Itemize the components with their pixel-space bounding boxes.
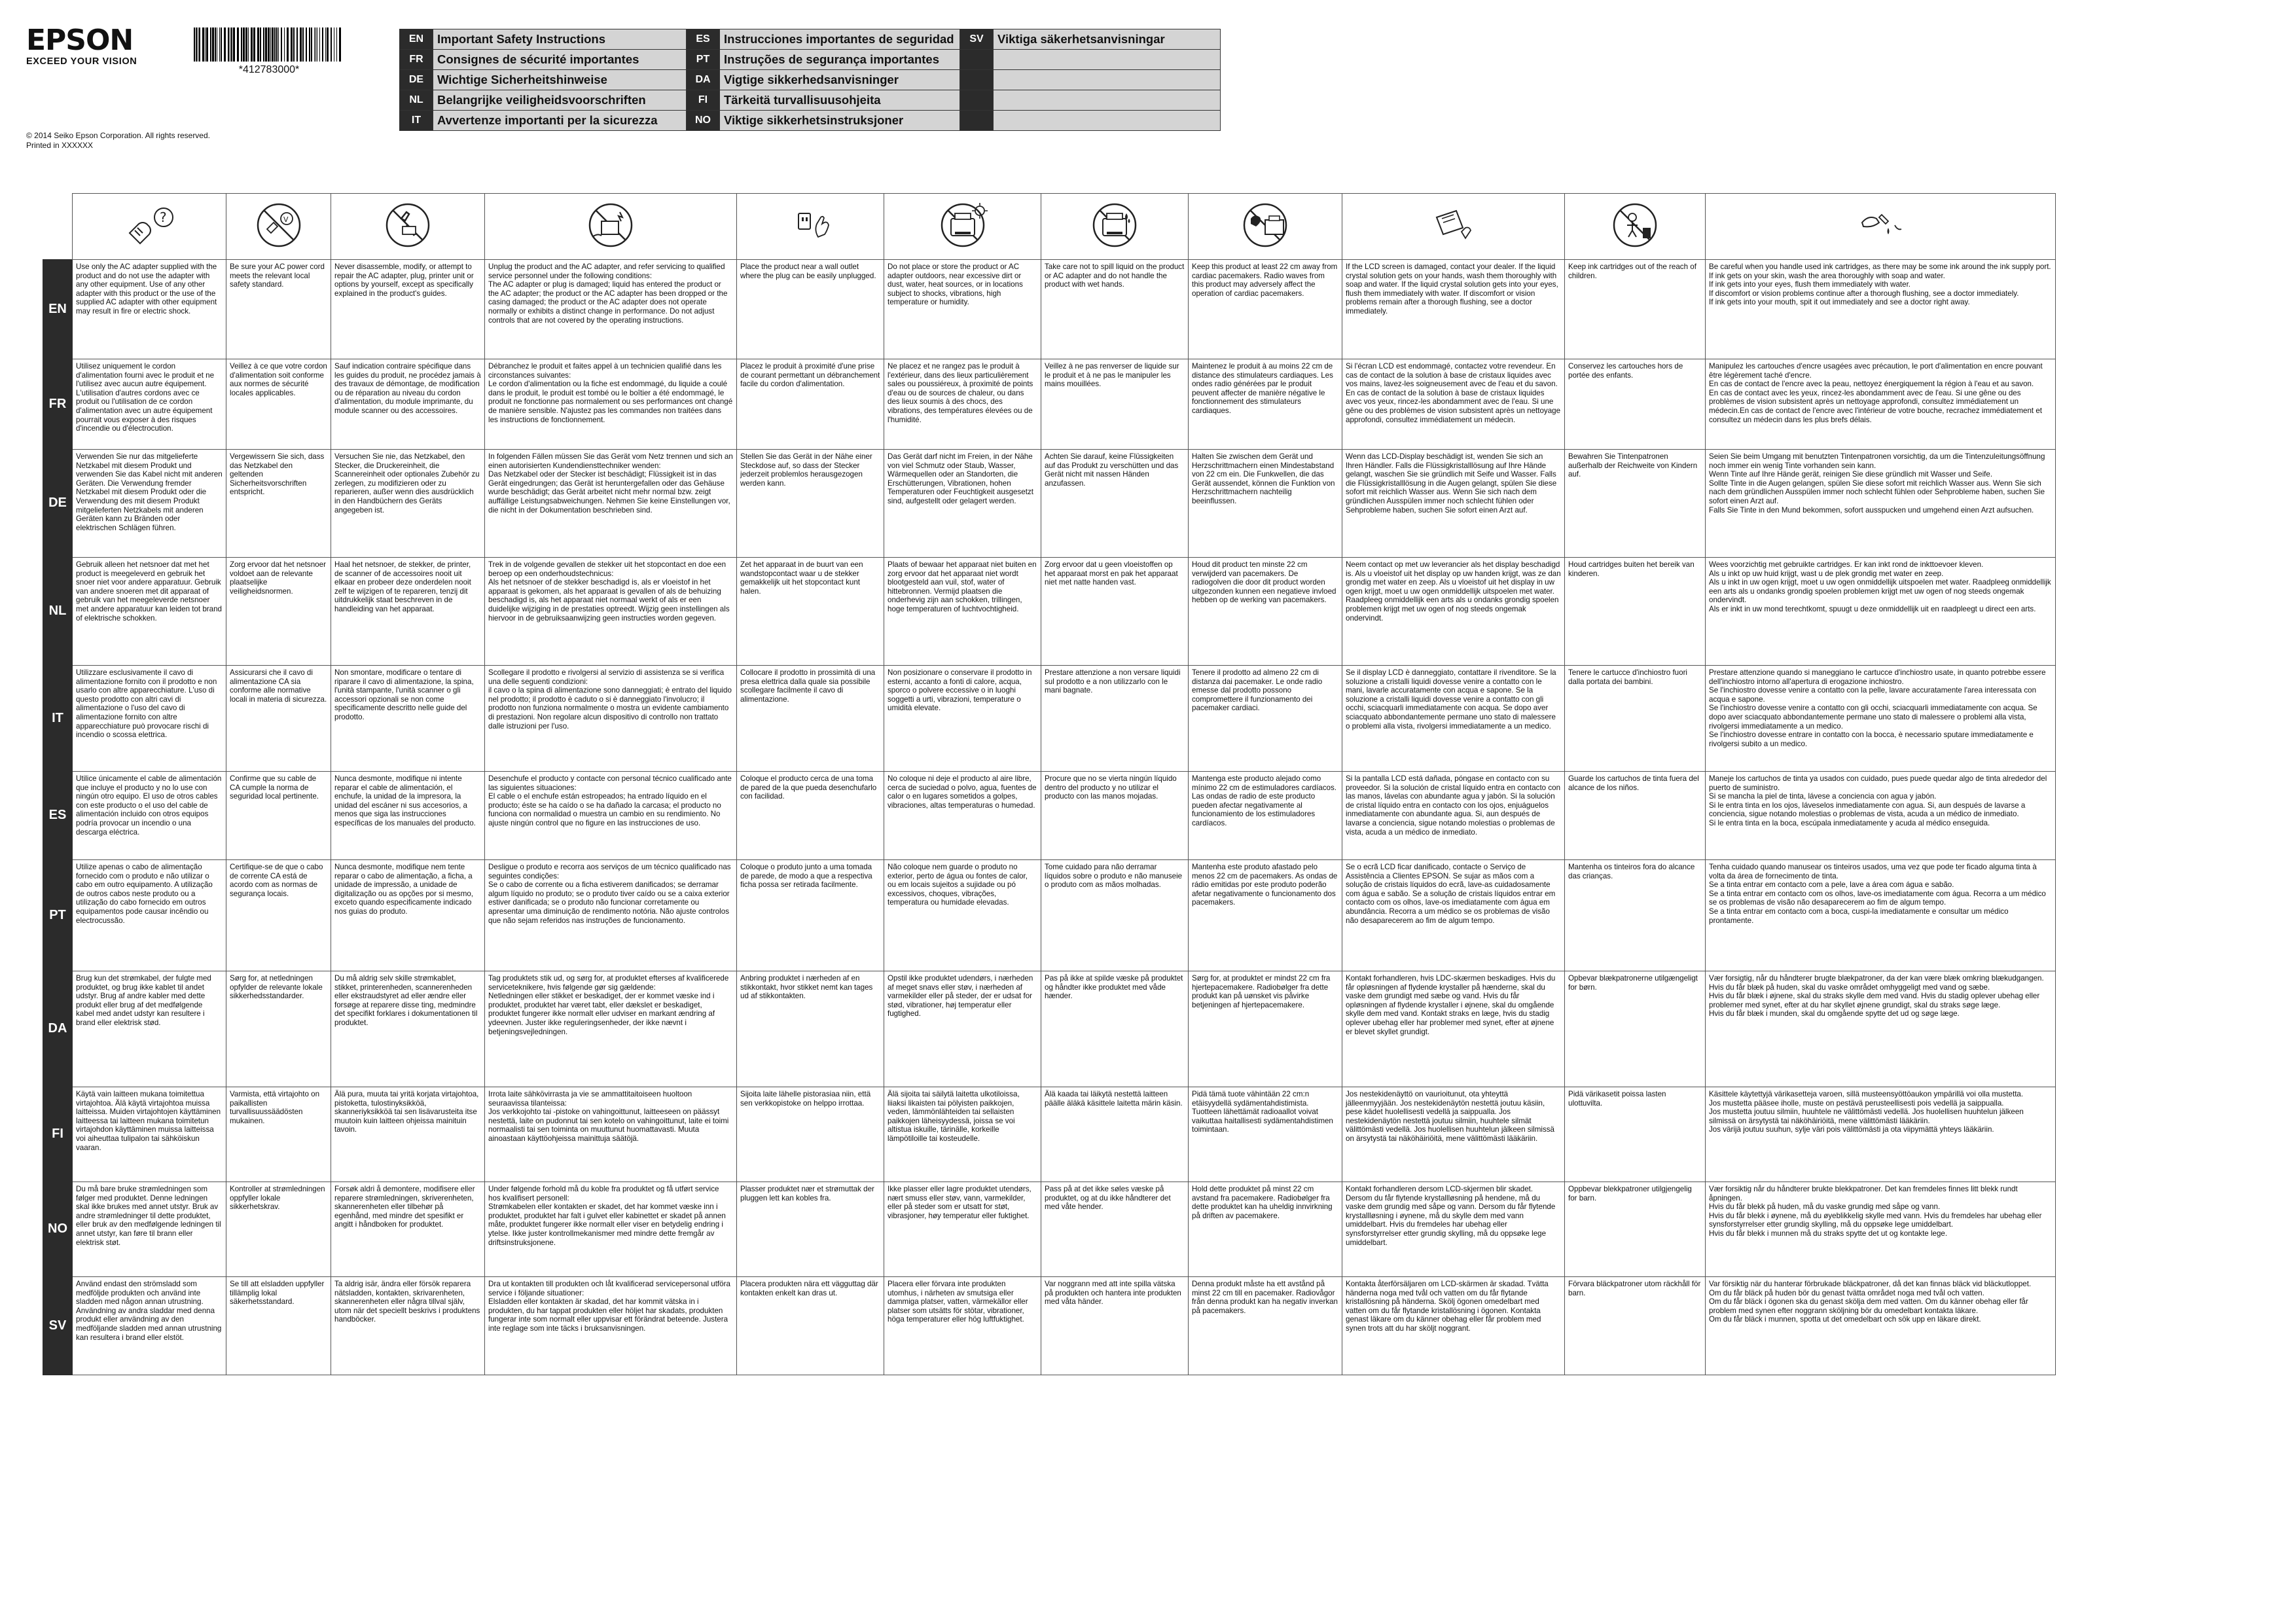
instruction-cell: Ta aldrig isär, ändra eller försök reparera nätsladden, kontakten, skrivarenheten, skannerenheten eller några tillval själv, utom när det speciellt beskrivs i produktens handböcker. xyxy=(331,1277,485,1375)
instruction-row-no xyxy=(43,1182,2056,1277)
svg-text:V: V xyxy=(283,215,289,225)
instruction-cell: Be sure your AC power cord meets the relevant local safety standard. xyxy=(226,260,331,359)
printed-in-line: Printed in XXXXXX xyxy=(26,141,94,150)
pacemaker-icon xyxy=(1234,199,1297,251)
barcode-bar xyxy=(231,27,232,62)
title-row xyxy=(400,90,1221,111)
barcode-bar xyxy=(291,27,293,62)
instruction-cell: Gebruik alleen het netsnoer dat met het product is meegeleverd en gebruik het snoer niet voor andere apparatuur. Gebruik van andere snoeren met dit apparaat of gebruik van het meegeleverde netsnoer met andere apparatuur kan leiden tot brand of elektrische schokken. xyxy=(73,558,226,666)
instruction-row-fr xyxy=(43,359,2056,450)
instruction-cell: Houd dit product ten minste 22 cm verwijderd van pacemakers. De radiogolven die door dit product worden uitgezonden kunnen een negatieve invloed hebben op de werking van pacemakers. xyxy=(1189,558,1342,666)
title-lang-code xyxy=(960,50,994,70)
pictogram-cell xyxy=(331,194,485,260)
barcode-bar xyxy=(293,27,295,62)
instruction-cell: Confirme que su cable de CA cumple la norma de seguridad local pertinente. xyxy=(226,772,331,860)
brand-name: EPSON xyxy=(26,24,134,57)
instruction-cell: Procure que no se vierta ningún líquido dentro del producto y no utilizar el producto con las manos mojadas. xyxy=(1041,772,1189,860)
row-lang-code: SV xyxy=(43,1277,73,1375)
instruction-cell: Das Gerät darf nicht im Freien, in der Nähe von viel Schmutz oder Staub, Wasser, Wärmequellen oder an Standorten, die Erschütterungen, Vibrationen, hohen Temperaturen oder Feuchtigkeit ausgesetzt sind, aufgestellt oder gelagert werden. xyxy=(884,450,1041,558)
instruction-cell: Achten Sie darauf, keine Flüssigkeiten auf das Produkt zu verschütten und das Gerät nicht mit nassen Händen anzufassen. xyxy=(1041,450,1189,558)
barcode-bar xyxy=(205,27,206,62)
instruction-cell: Pidä tämä tuote vähintään 22 cm:n etäisyydellä sydämentahdistimista. Tuotteen lähettämät radioaallot voivat vaikuttaa haitallisesti sydämentahdistimen toimintaan. xyxy=(1189,1087,1342,1182)
instruction-cell: Tome cuidado para não derramar líquidos sobre o produto e não manuseie o produto com as mãos molhadas. xyxy=(1041,860,1189,971)
title-lang-code: NL xyxy=(400,90,433,111)
barcode-bar xyxy=(276,27,278,62)
barcode-bar xyxy=(309,27,310,62)
title-lang-code: NO xyxy=(687,111,720,131)
barcode-bar xyxy=(296,27,298,62)
instruction-cell: Prestare attenzione quando si maneggiano le cartucce d'inchiostro usate, in quanto potrebbe essere dell'inchiostro intorno all'apertura di erogazione inchiostro. Se l'inchiostro dovesse venire a contatto con la pelle, lavare accuratamente l'area interessata con acqua e sapone. Se l'inchiostro dovesse venire a contatto con gli occhi, sciacquarli immediatamente con acqua. Se dopo aver sciacquato abbondantemente permane uno stato di malessere o problemi alla vista, rivolgersi immediatamente a un medico. Se l'inchiostro dovesse entrare in contatto con la bocca, è necessario sputare immediatamente e rivolgersi subito a un medico. xyxy=(1706,666,2056,772)
child-icon xyxy=(1604,199,1666,251)
pictogram-cell xyxy=(73,194,226,260)
barcode-bar xyxy=(270,27,271,62)
instruction-cell: Veillez à ne pas renverser de liquide sur le produit et à ne pas le manipuler les mains mouillées. xyxy=(1041,359,1189,450)
instruction-cell: Sauf indication contraire spécifique dans les guides du produit, ne procédez jamais à des travaux de démontage, de modification ou de réparation au niveau du cordon d'alimentation, du module imprimante, du module scanner ou des accessoires. xyxy=(331,359,485,450)
instruction-cell: Dra ut kontakten till produkten och låt kvalificerad servicepersonal utföra service i följande situationer: Elsladden eller kontakten är skadad, det har kommit vätska in i produkten, du har tappat produkten eller höljet har skadats, produkten fungerar inte som normalt eller uppvisar ett förändrat beteende. Justera inte reglage som inte täcks i bruksanvisningen. xyxy=(485,1277,737,1375)
instruction-cell: Ne placez et ne rangez pas le produit à l'extérieur, dans des lieux particulièrement sales ou poussiéreux, à proximité de points d'eau ou de sources de chaleur, ou dans des lieux soumis à des chocs, des vibrations, des températures élevées ou de l'humidité. xyxy=(884,359,1041,450)
instruction-cell: Halten Sie zwischen dem Gerät und Herzschrittmachern einen Mindestabstand von 22 cm ein. Die Funkwellen, die das Gerät aussendet, können die Funktion von Herzschrittmachern nachteilig beeinflussen. xyxy=(1189,450,1342,558)
barcode-bar xyxy=(194,27,195,62)
instruction-cell: If the LCD screen is damaged, contact your dealer. If the liquid crystal solution gets on your hands, wash them thoroughly with soap and water. If the liquid crystal solution gets into your eyes, flush them immediately with water. If discomfort or vision problems remain after a thorough flushing, see a doctor immediately. xyxy=(1342,260,1565,359)
pictogram-cell xyxy=(1565,194,1706,260)
pictogram-cell xyxy=(884,194,1041,260)
language-title-table xyxy=(399,29,1221,131)
barcode-bar xyxy=(245,27,247,62)
corner-cell xyxy=(43,194,73,260)
title-text: Belangrijke veiligheidsvoorschriften xyxy=(433,90,687,111)
instruction-cell: Pas på ikke at spilde væske på produktet og håndter ikke produktet med våde hænder. xyxy=(1041,971,1189,1087)
copyright-line: © 2014 Seiko Epson Corporation. All rights reserved. xyxy=(26,131,210,140)
safety-instructions-table xyxy=(43,193,2056,1375)
instruction-row-de xyxy=(43,450,2056,558)
row-lang-code: NL xyxy=(43,558,73,666)
ink-caution-icon xyxy=(1849,199,1912,251)
instruction-cell: Maneje los cartuchos de tinta ya usados con cuidado, pues puede quedar algo de tinta alrededor del puerto de suministro. Si se mancha la piel de tinta, lávese a conciencia con agua y jabón. Si le entra tinta en los ojos, láveselos inmediatamente con agua. Si, aun después de lavarse a conciencia, sigue notando molestias o problemas de vista, acuda a un médico de inmediato. Si le entra tinta en la boca, escúpala inmediatamente y acuda al médico enseguida. xyxy=(1706,772,2056,860)
instruction-cell: Vær forsigtig, når du håndterer brugte blækpatroner, da der kan være blæk omkring blækudgangen. Hvis du får blæk på huden, skal du vaske området omhyggeligt med vand og sæbe. Hvis du får blæk i øjnene, skal du straks skylle dem med vand. Hvis du stadig oplever ubehag eller problemer med synet, efter at du har skyllet øjnene grundigt, skal du straks søge læge. Hvis du får blæk i munden, skal du omgående spytte det ud og søge læge. xyxy=(1706,971,2056,1087)
barcode-bar xyxy=(327,27,329,62)
outlet-icon xyxy=(779,199,842,251)
barcode-bar xyxy=(199,27,200,62)
instruction-cell: Assicurarsi che il cavo di alimentazione CA sia conforme alle normative locali in materia di sicurezza. xyxy=(226,666,331,772)
title-text: Viktige sikkerhetsinstruksjoner xyxy=(720,111,960,131)
unplug-icon xyxy=(579,199,642,251)
instruction-cell: Tenere il prodotto ad almeno 22 cm di distanza dai pacemaker. Le onde radio emesse dal prodotto possono compromettere il funzionamento dei pacemaker cardiaci. xyxy=(1189,666,1342,772)
barcode-bar xyxy=(336,27,337,62)
instruction-cell: Käsittele käytettyjä värikasetteja varoen, sillä musteensyöttöaukon ympärillä voi olla mustetta. Jos mustetta pääsee iholle, muste on pestävä perusteellisesti pois vedellä ja saippualla. Jos mustetta joutuu silmiin, huuhtele ne välittömästi vedellä. Jos huolellisen huuhtelun jälkeen silmissä on ärsytystä tai näköhäiriöitä, mene välittömästi lääkäriin. Jos värijä joutuu suuhun, sylje väri pois välittömästi ja ota viipymättä yhteys lääkäriin. xyxy=(1706,1087,2056,1182)
instruction-cell: Mantenha os tinteiros fora do alcance das crianças. xyxy=(1565,860,1706,971)
instruction-cell: Maintenez le produit à au moins 22 cm de distance des stimulateurs cardiaques. Les ondes radio générées par le produit peuvent affecter de manière négative le fonctionnement des stimulateurs cardiaques. xyxy=(1189,359,1342,450)
title-lang-code: FR xyxy=(400,50,433,70)
barcode-bar xyxy=(272,27,274,62)
row-lang-code: DA xyxy=(43,971,73,1087)
instruction-cell: Wenn das LCD-Display beschädigt ist, wenden Sie sich an Ihren Händler. Falls die Flüssigkristalllösung auf Ihre Hände gelangt, waschen Sie sie gründlich mit Seife und Wasser. Falls die Flüssigkristalllösung in die Augen gelangt, spülen Sie diese sofort mit reichlich Wasser aus. Wenn Sie sich nach dem gründlichen Ausspülen immer noch schlecht fühlen oder Sehprobleme haben, suchen Sie sofort einen Arzt auf. xyxy=(1342,450,1565,558)
instruction-row-pt xyxy=(43,860,2056,971)
row-lang-code: EN xyxy=(43,260,73,359)
instruction-cell: Utilisez uniquement le cordon d'alimentation fourni avec le produit et ne l'utilisez avec aucun autre équipement. L'utilisation d'autres cordons avec ce produit ou l'utilisation de ce cordon d'alimentation avec un autre équipement pourrait vous exposer à des risques d'incendie ou d'électrocution. xyxy=(73,359,226,450)
title-text: Viktiga säkerhetsanvisningar xyxy=(994,29,1221,50)
instruction-cell: Non posizionare o conservare il prodotto in esterni, accanto a fonti di calore, acqua, sporco o polvere eccessive o in luoghi soggetti a urti, vibrazioni, temperature o umidità elevate. xyxy=(884,666,1041,772)
title-row xyxy=(400,29,1221,50)
barcode-bar xyxy=(325,27,326,62)
instruction-cell: Collocare il prodotto in prossimità di una presa elettrica dalla quale sia possibile scollegare facilmente il cavo di alimentazione. xyxy=(737,666,884,772)
instruction-cell: Be careful when you handle used ink cartridges, as there may be some ink around the ink supply port. If ink gets on your skin, wash the area thoroughly with soap and water. If ink gets into your eyes, flush them immediately with water. If discomfort or vision problems continue after a thorough flushing, see a doctor immediately. If ink gets into your mouth, spit it out immediately and see a doctor right away. xyxy=(1706,260,2056,359)
instruction-cell: Älä pura, muuta tai yritä korjata virtajohtoa, pistoketta, tulostinyksikköä, skanneriyksikköä tai sen lisävarusteita itse muutoin kuin laitteen ohjeissa mainituin tavoin. xyxy=(331,1087,485,1182)
instruction-cell: Mantenga este producto alejado como mínimo 22 cm de estimuladores cardíacos. Las ondas de radio de este producto pueden afectar negativamente al funcionamiento de los estimuladores cardíacos. xyxy=(1189,772,1342,860)
instruction-cell: Guarde los cartuchos de tinta fuera del alcance de los niños. xyxy=(1565,772,1706,860)
title-text: Vigtige sikkerhedsanvisninger xyxy=(720,70,960,90)
pictogram-row xyxy=(43,194,2056,260)
instruction-cell: Hold dette produktet på minst 22 cm avstand fra pacemakere. Radiobølger fra dette produktet kan ha uheldig innvirkning på driften av pacemakere. xyxy=(1189,1182,1342,1277)
barcode-bar xyxy=(319,27,320,62)
title-lang-code xyxy=(960,90,994,111)
title-lang-code: FI xyxy=(687,90,720,111)
instruction-cell: Do not place or store the product or AC adapter outdoors, near excessive dirt or dust, water, heat sources, or in locations subject to shocks, vibrations, high temperature or humidity. xyxy=(884,260,1041,359)
barcode-bar xyxy=(315,27,316,62)
instruction-cell: Var noggrann med att inte spilla vätska på produkten och hantera inte produkten med våta händer. xyxy=(1041,1277,1189,1375)
power-cord-icon xyxy=(247,199,310,251)
instruction-cell: Take care not to spill liquid on the product or AC adapter and do not handle the product with wet hands. xyxy=(1041,260,1189,359)
instruction-cell: Zorg ervoor dat het netsnoer voldoet aan de relevante plaatselijke veiligheidsnormen. xyxy=(226,558,331,666)
svg-text:?: ? xyxy=(160,209,167,226)
barcode-bar xyxy=(248,27,249,62)
instruction-cell: Use only the AC adapter supplied with the product and do not use the adapter with any other equipment. Use of any other adapter with this product or the use of the supplied AC adapter with other equipment may result in fire or electric shock. xyxy=(73,260,226,359)
row-lang-code: FI xyxy=(43,1087,73,1182)
title-text xyxy=(994,70,1221,90)
title-row xyxy=(400,50,1221,70)
instruction-cell: Conservez les cartouches hors de portée des enfants. xyxy=(1565,359,1706,450)
instruction-cell: Placez le produit à proximité d'une prise de courant permettant un débranchement facile du cordon d'alimentation. xyxy=(737,359,884,450)
title-row xyxy=(400,111,1221,131)
barcode xyxy=(194,27,344,62)
barcode-bar xyxy=(206,27,208,62)
barcode-bar xyxy=(284,27,285,62)
instruction-cell: Använd endast den strömsladd som medföljde produkten och använd inte sladden med någon annan utrustning. Användning av andra sladdar med denna produkt eller användning av den medföljande sladden med annan utrustning kan resultera i brand eller elstöt. xyxy=(73,1277,226,1375)
instruction-cell: Houd cartridges buiten het bereik van kinderen. xyxy=(1565,558,1706,666)
instruction-cell: Nunca desmonte, modifique nem tente reparar o cabo de alimentação, a ficha, a unidade de impressão, a unidade de digitalização ou as opções por si mesmo, exceto quando especificamente indicado nos guias do produto. xyxy=(331,860,485,971)
instruction-cell: Coloque o produto junto a uma tomada de parede, de modo a que a respectiva ficha possa ser retirada facilmente. xyxy=(737,860,884,971)
copyright-notice xyxy=(26,131,210,151)
title-lang-code: PT xyxy=(687,50,720,70)
barcode-bar xyxy=(260,27,261,62)
row-lang-code: DE xyxy=(43,450,73,558)
title-lang-code: DE xyxy=(400,70,433,90)
title-lang-code xyxy=(960,111,994,131)
instruction-cell: Varmista, että virtajohto on paikallisten turvallisuussäädösten mukainen. xyxy=(226,1087,331,1182)
instruction-cell: Desligue o produto e recorra aos serviços de um técnico qualificado nas seguintes condições: Se o cabo de corrente ou a ficha estiverem danificados; se derramar algum líquido no produto; se o produto tiver caído ou se a caixa exterior estiver danificada; se o produto não funcionar corretamente ou apresentar uma diminuição de rendimento notória. Não ajuste controlos que não sejam referidos nas instruções de funcionamento. xyxy=(485,860,737,971)
instruction-cell: Utilizzare esclusivamente il cavo di alimentazione fornito con il prodotto e non usarlo con altre apparecchiature. L'uso di questo prodotto con altri cavi di alimentazione o l'uso del cavo di alimentazione fornito con altre apparecchiature può provocare rischi di incendio o scossa elettrica. xyxy=(73,666,226,772)
instruction-cell: Placera produkten nära ett vägguttag där kontakten enkelt kan dras ut. xyxy=(737,1277,884,1375)
instruction-row-es xyxy=(43,772,2056,860)
instruction-cell: Denna produkt måste ha ett avstånd på minst 22 cm till en pacemaker. Radiovågor från denna produkt kan ha negativ inverkan på pacemakers. xyxy=(1189,1277,1342,1375)
row-lang-code: ES xyxy=(43,772,73,860)
instruction-cell: Forsøk aldri å demontere, modifisere eller reparere strømledningen, skriverenheten, skannerenheten eller tilbehør på egenhånd, med mindre det spesifikt er angitt i håndboken for produktet. xyxy=(331,1182,485,1277)
instruction-cell: Kontakta återförsäljaren om LCD-skärmen är skadad. Tvätta händerna noga med tvål och vatten om du får flytande kristallösning på händerna. Skölj ögonen omedelbart med vatten om du får flytande kristallösning i ögonen. Kontakta genast läkare om du känner obehag eller får problem med synen trots att du har sköljt noggrant. xyxy=(1342,1277,1565,1375)
instruction-cell: In folgenden Fällen müssen Sie das Gerät vom Netz trennen und sich an einen autorisierten Kundendiensttechniker wenden: Das Netzkabel oder der Stecker ist beschädigt; Flüssigkeit ist in das Gerät eingedrungen; das Gerät ist heruntergefallen oder das Gehäuse wurde beschädigt; das Gerät arbeitet nicht mehr normal bzw. zeigt auffällige Leistungsabweichungen. Nehmen Sie keine Einstellungen vor, die nicht in der Dokumentation beschrieben sind. xyxy=(485,450,737,558)
barcode-bar xyxy=(237,27,239,62)
row-lang-code: PT xyxy=(43,860,73,971)
lcd-damage-icon xyxy=(1422,199,1485,251)
instruction-cell: Coloque el producto cerca de una toma de pared de la que pueda desenchufarlo con facilidad. xyxy=(737,772,884,860)
instruction-cell: Vær forsiktig når du håndterer brukte blekkpatroner. Det kan fremdeles finnes litt blekk rundt åpningen. Hvis du får blekk på huden, må du vaske grundig med såpe og vann. Hvis du får blekk i øynene, må du øyeblikkelig skylle med vann. Hvis du fremdeles har ubehag eller synsforstyrrelser etter grundig skylling, må du oppsøke lege umiddelbart. Hvis du får blekk i munnen må du straks spytte det ut og kontakte lege. xyxy=(1706,1182,2056,1277)
barcode-bar xyxy=(228,27,229,62)
instruction-cell: Se till att elsladden uppfyller tillämplig lokal säkerhetsstandard. xyxy=(226,1277,331,1375)
epson-logo xyxy=(26,26,137,67)
title-text xyxy=(994,50,1221,70)
instruction-cell: Kontroller at strømledningen oppfyller lokale sikkerhetskrav. xyxy=(226,1182,331,1277)
pictogram-cell xyxy=(485,194,737,260)
barcode-bar xyxy=(221,27,222,62)
instruction-cell: Käytä vain laitteen mukana toimitettua virtajohtoa. Älä käytä virtajohtoa muissa laitteissa. Muiden virtajohtojen käyttäminen laitteessa tai laitteen mukana toimitetun virtajohdon käyttäminen muissa laitteissa voi aiheuttaa tulipalon tai sähköiskun vaaran. xyxy=(73,1087,226,1182)
instruction-cell: Sørg for, at netledningen opfylder de relevante lokale sikkerhedsstandarder. xyxy=(226,971,331,1087)
barcode-bar xyxy=(202,27,204,62)
title-text: Tärkeitä turvallisuusohjeita xyxy=(720,90,960,111)
instruction-cell: Scollegare il prodotto e rivolgersi al servizio di assistenza se si verifica una delle seguenti condizioni: il cavo o la spina di alimentazione sono danneggiati; è entrato del liquido nel prodotto; il prodotto è caduto o si è danneggiato l'involucro; il prodotto non funziona normalmente o mostra un evidente cambiamento di prestazioni. Non regolare alcun dispositivo di controllo non trattato dalle istruzioni per l'uso. xyxy=(485,666,737,772)
instruction-cell: Se il display LCD è danneggiato, contattare il rivenditore. Se la soluzione a cristalli liquidi dovesse venire a contatto con le mani, lavarle accuratamente con acqua e sapone. Se la soluzione a cristalli liquidi dovesse venire a contatto con gli occhi, sciacquarli immediatamente con acqua. Se dopo aver sciacquato abbondantemente permane uno stato di malessere o problemi alla vista, rivolgersi immediatamente a un medico. xyxy=(1342,666,1565,772)
pictogram-cell xyxy=(1706,194,2056,260)
instruction-cell: Var försiktig när du hanterar förbrukade bläckpatroner, då det kan finnas bläck vid bläckutloppet. Om du får bläck på huden bör du genast tvätta området noga med tvål och vatten. Om du får bläck i ögonen ska du genast skölja dem med vatten. Om du känner obehag eller får problem med synen efter noggrann sköljning bör du omedelbart kontakta läkare. Om du får bläck i munnen, spotta ut det omedelbart och sök upp en läkare direkt. xyxy=(1706,1277,2056,1375)
instruction-cell: Certifique-se de que o cabo de corrente CA está de acordo com as normas de segurança locais. xyxy=(226,860,331,971)
instruction-cell: Tenha cuidado quando manusear os tinteiros usados, uma vez que pode ter ficado alguma tinta à volta da área de fornecimento de tinta. Se a tinta entrar em contacto com a pele, lave a área com água e sabão. Se a tinta entrar em contacto com os olhos, lave-os imediatamente com água. Recorra a um médico se os problemas de visão não desaparecerem ao fim de algum tempo. Se a tinta entrar em contacto com a boca, cuspi-la imediatamente e consultar um médico prontamente. xyxy=(1706,860,2056,971)
barcode-bar xyxy=(311,27,312,62)
instruction-row-da xyxy=(43,971,2056,1087)
instruction-row-it xyxy=(43,666,2056,772)
instruction-cell: Pass på at det ikke søles væske på produktet, og at du ikke håndterer det med våte hender. xyxy=(1041,1182,1189,1277)
barcode-bar xyxy=(331,27,332,62)
title-lang-code: EN xyxy=(400,29,433,50)
barcode-bar xyxy=(300,27,302,62)
barcode-bar xyxy=(253,27,255,62)
barcode-bar xyxy=(224,27,226,62)
instruction-cell: Seien Sie beim Umgang mit benutzten Tintenpatronen vorsichtig, da um die Tintenzuleitungsöffnung noch immer ein wenig Tinte vorhanden sein kann. Wenn Tinte auf Ihre Hände gerät, reinigen Sie diese gründlich mit Wasser und Seife. Sollte Tinte in die Augen gelangen, spülen Sie diese sofort mit reichlich Wasser aus. Wenn Sie sich nach dem gründlichen Ausspülen immer noch schlecht fühlen oder Sehprobleme haben, suchen Sie sofort einen Arzt auf. Falls Sie Tinte in den Mund bekommen, sofort ausspucken und umgehend einen Arzt aufsuchen. xyxy=(1706,450,2056,558)
title-lang-code: SV xyxy=(960,29,994,50)
brand-tagline: EXCEED YOUR VISION xyxy=(26,56,137,67)
pictogram-cell xyxy=(226,194,331,260)
instruction-cell: Oppbevar blekkpatroner utilgjengelig for barn. xyxy=(1565,1182,1706,1277)
title-row xyxy=(400,70,1221,90)
ac-adapter-icon xyxy=(118,199,181,251)
instruction-cell: Brug kun det strømkabel, der fulgte med produktet, og brug ikke kablet til andet udstyr. Brug af andre kabler med dette produkt eller brug af det medfølgende kabel med andet udstyr kan resultere i brand eller elektrisk stød. xyxy=(73,971,226,1087)
instruction-cell: Place the product near a wall outlet where the plug can be easily unplugged. xyxy=(737,260,884,359)
instruction-cell: Si la pantalla LCD está dañada, póngase en contacto con su proveedor. Si la solución de cristal líquido entra en contacto con las manos, lávelas con abundante agua y jabón. Si la solución de cristal líquido entra en contacto con los ojos, enjuáguelos inmediatamente con abundante agua. Si, aun después de lavarse a conciencia, sigue notando molestias o problemas de vista, acuda a un médico de inmediato. xyxy=(1342,772,1565,860)
instruction-row-sv xyxy=(43,1277,2056,1375)
row-lang-code: FR xyxy=(43,359,73,450)
instruction-cell: Utilice únicamente el cable de alimentación que incluye el producto y no lo use con ningún otro equipo. El uso de otros cables con este producto o el uso del cable de alimentación incluido con otros equipos podría provocar un incendio o una descarga eléctrica. xyxy=(73,772,226,860)
instruction-cell: Keep ink cartridges out of the reach of children. xyxy=(1565,260,1706,359)
title-text: Wichtige Sicherheitshinweise xyxy=(433,70,687,90)
instruction-cell: Débranchez le produit et faites appel à un technicien qualifié dans les circonstances suivantes: Le cordon d'alimentation ou la fiche est endommagé, du liquide a coulé dans le produit, le produit est tombé ou le boîtier a été endommagé, le produit ne fonctionne pas normalement ou ses performances ont changé de manière sensible. N'ajustez pas les commandes non traitées dans les instructions de fonctionnement. xyxy=(485,359,737,450)
barcode-bar xyxy=(257,27,259,62)
title-lang-code xyxy=(960,70,994,90)
barcode-bar xyxy=(215,27,216,62)
barcode-bar xyxy=(306,27,307,62)
barcode-bar xyxy=(196,27,197,62)
barcode-bar xyxy=(251,27,253,62)
title-text: Important Safety Instructions xyxy=(433,29,687,50)
instruction-cell: Utilize apenas o cabo de alimentação fornecido com o produto e não utilizar o cabo em outro equipamento. A utilização de outros cabos neste produto ou a utilização do cabo fornecido em outros equipamentos pode causar incêndio ou electrocussão. xyxy=(73,860,226,971)
barcode-bar xyxy=(339,27,341,62)
barcode-bar xyxy=(233,27,235,62)
instruction-cell: Mantenha este produto afastado pelo menos 22 cm de pacemakers. As ondas de rádio emitidas por este produto poderão afetar negativamente o funcionamento dos pacemakers. xyxy=(1189,860,1342,971)
instruction-cell: Anbring produktet i nærheden af en stikkontakt, hvor stikket nemt kan tages ud af stikkontakten. xyxy=(737,971,884,1087)
instruction-cell: Tag produktets stik ud, og sørg for, at produktet efterses af kvalificerede serviceteknikere, hvis følgende gør sig gældende: Netledningen eller stikket er beskadiget, der er kommet væske ind i produktet, produktet har været tabt, eller dækslet er beskadiget, produktet fungerer ikke normalt eller udviser en markant ændring af ydeevnen. Juster ikke reguleringsenheder, der ikke nævnt i betjeningsvejledningen. xyxy=(485,971,737,1087)
barcode-bar xyxy=(281,27,282,62)
instruction-cell: Wees voorzichtig met gebruikte cartridges. Er kan inkt rond de inkttoevoer kleven. Als u inkt op uw huid krijgt, wast u de plek grondig met water en zeep. Als u inkt in uw ogen krijgt, moet u uw ogen onmiddellijk uitspoelen met water. Raadpleeg onmiddellijk een arts als u ondanks grondig spoelen problemen krijgt met uw ogen of nog steeds ongemak ondervindt. Als er inkt in uw mond terechtkomt, spuugt u deze onmiddellijk uit en raadpleegt u direct een arts. xyxy=(1706,558,2056,666)
instruction-cell: Versuchen Sie nie, das Netzkabel, den Stecker, die Druckereinheit, die Scannereinheit oder optionales Zubehör zu zerlegen, zu modifizieren oder zu reparieren, außer wenn dies ausdrücklich in den Handbüchern des Geräts angegeben ist. xyxy=(331,450,485,558)
instruction-cell: Never disassemble, modify, or attempt to repair the AC adapter, plug, printer unit or options by yourself, except as specifically explained in the product's guides. xyxy=(331,260,485,359)
title-text xyxy=(994,90,1221,111)
instruction-cell: Du må bare bruke strømledningen som følger med produktet. Denne ledningen skal ikke brukes med annet utstyr. Bruk av andre strømledninger til dette produktet, eller bruk av den medfølgende ledningen til annet utstyr, kan føre til brann eller elektrisk støt. xyxy=(73,1182,226,1277)
instruction-cell: Verwenden Sie nur das mitgelieferte Netzkabel mit diesem Produkt und verwenden Sie das Kabel nicht mit anderen Geräten. Die Verwendung fremder Netzkabel mit diesem Produkt oder die Verwendung des mit diesem Produkt mitgelieferten Netzkabels mit anderen Geräten kann zu Bränden oder elektrischen Schlägen führen. xyxy=(73,450,226,558)
barcode-bar xyxy=(274,27,276,62)
instruction-cell: Plasser produktet nær et strømuttak der pluggen lett kan kobles fra. xyxy=(737,1182,884,1277)
instruction-cell: Kontakt forhandleren dersom LCD-skjermen blir skadet. Dersom du får flytende krystallløsning på hendene, må du vaske dem grundig med såpe og vann. Dersom du får flytende krystallløsning i øynene, må du skylle dem med vann umiddelbart. Hvis du fremdeles har ubehag eller synsforstyrrelser etter grundig skylling, må du oppsøke lege umiddelbart. xyxy=(1342,1182,1565,1277)
instruction-cell: Sørg for, at produktet er mindst 22 cm fra hjertepacemakere. Radiobølger fra dette produkt kan på uønsket vis påvirke betjeningen af hjertepacemakere. xyxy=(1189,971,1342,1087)
barcode-bar xyxy=(210,27,211,62)
row-lang-code: NO xyxy=(43,1182,73,1277)
title-text: Instrucciones importantes de seguridad xyxy=(720,29,960,50)
pictogram-cell xyxy=(1041,194,1189,260)
instruction-cell: Zorg ervoor dat u geen vloeistoffen op het apparaat morst en pak het apparaat niet met natte handen vast. xyxy=(1041,558,1189,666)
barcode-bar xyxy=(241,27,242,62)
title-lang-code: ES xyxy=(687,29,720,50)
instruction-row-fi xyxy=(43,1087,2056,1182)
barcode-bar xyxy=(265,27,267,62)
instruction-cell: Opstil ikke produktet udendørs, i nærheden af meget snavs eller støv, i nærheden af varmekilder eller på steder, der er udsat for stød, vibrationer, høj temperatur eller fugtighed. xyxy=(884,971,1041,1087)
title-lang-code: IT xyxy=(400,111,433,131)
instruction-cell: Tenere le cartucce d'inchiostro fuori dalla portata dei bambini. xyxy=(1565,666,1706,772)
instruction-cell: Si l'écran LCD est endommagé, contactez votre revendeur. En cas de contact de la solution à base de cristaux liquides avec vos mains, lavez-les soigneusement avec de l'eau et du savon. En cas de contact de la solution à base de cristaux liquides avec vos yeux, rincez-les abondamment avec de l'eau. Si une gêne ou des problèmes de vision subsistent après un nettoyage approfondi, consultez immédiatement un médecin. xyxy=(1342,359,1565,450)
instruction-cell: Sijoita laite lähelle pistorasiaa niin, että sen verkkopistoke on helppo irrottaa. xyxy=(737,1087,884,1182)
pictogram-cell xyxy=(737,194,884,260)
instruction-cell: Se o ecrã LCD ficar danificado, contacte o Serviço de Assistência a Clientes EPSON. Se sujar as mãos com a solução de cristais líquidos do ecrã, lave-as cuidadosamente com água e sabão. Se a solução de cristais líquidos entrar em contacto com os olhos, lave-os imediatamente com água em abundância. Recorra a um médico se os problemas de visão não desaparecerem ao fim de algum tempo. xyxy=(1342,860,1565,971)
barcode-bar xyxy=(287,27,289,62)
instruction-cell: Irrota laite sähkövirrasta ja vie se ammattitaitoiseen huoltoon seuraavissa tilanteissa: Jos verkkojohto tai -pistoke on vahingoittunut, laitteeseen on päässyt nestettä, laite on pudonnut tai sen kotelo on vahingoittunut, laite ei toimi normaalisti tai sen toiminta on muuttunut huomattavasti. Muuta ainoastaan käyttöohjeissa mainittuja säätöjä. xyxy=(485,1087,737,1182)
instruction-cell: Não coloque nem guarde o produto no exterior, perto de água ou fontes de calor, ou em locais sujeitos a sujidade ou pó excessivos, choques, vibrações, temperatura ou humidade elevadas. xyxy=(884,860,1041,971)
barcode-bar xyxy=(314,27,315,62)
instruction-cell: Opbevar blækpatronerne utilgængeligt for børn. xyxy=(1565,971,1706,1087)
instruction-row-nl xyxy=(43,558,2056,666)
instruction-cell: Förvara bläckpatroner utom räckhåll för barn. xyxy=(1565,1277,1706,1375)
instruction-cell: Veillez à ce que votre cordon d'alimentation soit conforme aux normes de sécurité locales applicables. xyxy=(226,359,331,450)
barcode-bar xyxy=(278,27,279,62)
no-liquid-icon xyxy=(1083,199,1146,251)
title-lang-code: DA xyxy=(687,70,720,90)
barcode-bar xyxy=(212,27,214,62)
no-heat-icon xyxy=(931,199,994,251)
instruction-cell: No coloque ni deje el producto al aire libre, cerca de suciedad o polvo, agua, fuentes de calor o en lugares sometidos a golpes, vibraciones, altas temperaturas o humedad. xyxy=(884,772,1041,860)
title-text: Instruções de segurança importantes xyxy=(720,50,960,70)
instruction-cell: Under følgende forhold må du koble fra produktet og få utført service hos kvalifisert personell: Strømkabelen eller kontakten er skadet, det har kommet væske inn i produktet, produktet har falt i gulvet eller kabinettet er skadet på annen måte, produktet fungerer ikke normalt eller viser en betydelig endring i ytelse. Ikke juster kontrollmekanismer med mindre dette fremgår av driftsinstruksjonene. xyxy=(485,1182,737,1277)
instruction-cell: Bewahren Sie Tintenpatronen außerhalb der Reichweite von Kindern auf. xyxy=(1565,450,1706,558)
instruction-cell: Älä sijoita tai säilytä laitetta ulkotiloissa, liiaksi likaisten tai pölyisten paikkojen, veden, lämmönlähteiden tai sellaisten paikkojen läheisyydessä, joissa se voi altistua iskuille, tärinälle, korkeille lämpötiloille tai kosteudelle. xyxy=(884,1087,1041,1182)
instruction-row-en xyxy=(43,260,2056,359)
part-number: *412783000* xyxy=(238,64,300,75)
barcode-bar xyxy=(243,27,245,62)
instruction-cell: Keep this product at least 22 cm away from cardiac pacemakers. Radio waves from this product may adversely affect the operation of cardiac pacemakers. xyxy=(1189,260,1342,359)
instruction-cell: Non smontare, modificare o tentare di riparare il cavo di alimentazione, la spina, l'unità stampante, l'unità scanner o gli accessori opzionali se non come specificamente descritto nelle guide del prodotto. xyxy=(331,666,485,772)
instruction-cell: Desenchufe el producto y contacte con personal técnico cualificado ante las siguientes situaciones: El cable o el enchufe están estropeados; ha entrado líquido en el producto; éste se ha caído o se ha dañado la carcasa; el producto no funciona con normalidad o muestra un cambio en su rendimiento. No ajuste ningún control que no figure en las instrucciones de uso. xyxy=(485,772,737,860)
barcode-bar xyxy=(219,27,220,62)
instruction-cell: Placera eller förvara inte produkten utomhus, i närheten av smutsiga eller dammiga platser, vatten, värmekällor eller platser som utsätts för stötar, vibrationer, höga temperaturer eller hög luftfuktighet. xyxy=(884,1277,1041,1375)
instruction-cell: Trek in de volgende gevallen de stekker uit het stopcontact en doe een beroep op een onderhoudstechnicus: Als het netsnoer of de stekker beschadigd is, als er vloeistof in het apparaat is gekomen, als het apparaat is gevallen of als de behuizing beschadigd is, als het apparaat niet normaal werkt of als er een duidelijke wijziging in de prestaties optreedt. Wijzig geen instellingen als hiervoor in de gebruiksaanwijzing geen instructies worden gegeven. xyxy=(485,558,737,666)
instruction-cell: Unplug the product and the AC adapter, and refer servicing to qualified service personnel under the following conditions: The AC adapter or plug is damaged; liquid has entered the product or the AC adapter; the product or the AC adapter has been dropped or the casing damaged; the product or the AC adapter does not operate normally or exhibits a distinct change in performance. Do not adjust controls that are not covered by the operating instructions. xyxy=(485,260,737,359)
instruction-cell: Prestare attenzione a non versare liquidi sul prodotto e a non utilizzarlo con le mani bagnate. xyxy=(1041,666,1189,772)
instruction-cell: Pidä värikasetit poissa lasten ulottuvilta. xyxy=(1565,1087,1706,1182)
barcode-bar xyxy=(268,27,270,62)
instruction-cell: Stellen Sie das Gerät in der Nähe einer Steckdose auf, so dass der Stecker jederzeit problemlos herausgezogen werden kann. xyxy=(737,450,884,558)
barcode-bar xyxy=(302,27,304,62)
instruction-cell: Vergewissern Sie sich, dass das Netzkabel den geltenden Sicherheitsvorschriften entspricht. xyxy=(226,450,331,558)
barcode-bar xyxy=(322,27,323,62)
instruction-cell: Zet het apparaat in de buurt van een wandstopcontact waar u de stekker gemakkelijk uit het stopcontact kunt halen. xyxy=(737,558,884,666)
pictogram-cell xyxy=(1189,194,1342,260)
instruction-cell: Älä kaada tai läikytä nestettä laitteen päälle äläkä käsittele laitetta märin käsin. xyxy=(1041,1087,1189,1182)
instruction-cell: Kontakt forhandleren, hvis LDC-skærmen beskadiges. Hvis du får opløsningen af flydende krystaller på hænderne, skal du vaske dem grundigt med sæbe og vand. Hvis du får opløsningen af flydende krystaller i øjnene, skal du omgående skylle dem med vand. Kontakt straks en læge, hvis du stadig oplever ubehag eller har problemer med synet, efter at øjnene er blevet skyllet grundigt. xyxy=(1342,971,1565,1087)
instruction-cell: Nunca desmonte, modifique ni intente reparar el cable de alimentación, el enchufe, la unidad de la impresora, la unidad del escáner ni sus accesorios, a menos que siga las instrucciones específicas de los manuales del producto. xyxy=(331,772,485,860)
instruction-cell: Plaats of bewaar het apparaat niet buiten en zorg ervoor dat het apparaat niet wordt blootgesteld aan vuil, stof, water of hittebronnen. Vermijd plaatsen die onderhevig zijn aan schokken, trillingen, hoge temperaturen of luchtvochtigheid. xyxy=(884,558,1041,666)
title-text: Avvertenze importanti per la sicurezza xyxy=(433,111,687,131)
instruction-cell: Du må aldrig selv skille strømkablet, stikket, printerenheden, scannerenheden eller ekstraudstyret ad eller ændre eller forsøge at reparere disse ting, medmindre det specifikt forklares i dokumentationen til produktet. xyxy=(331,971,485,1087)
row-lang-code: IT xyxy=(43,666,73,772)
instruction-cell: Jos nestekidenäyttö on vaurioitunut, ota yhteyttä jälleenmyyjään. Jos nestekidenäytön nestettä joutuu käsiin, pese kädet huolellisesti vedellä ja saippualla. Jos nestekidenäytön nestettä joutuu silmiin, huuhtele silmät välittömästi vedellä. Jos huolellisen huuhtelun jälkeen silmissä on ärsytystä tai näköhäiriöitä, mene välittömästi lääkäriin. xyxy=(1342,1087,1565,1182)
instruction-cell: Neem contact op met uw leverancier als het display beschadigd is. Als u vloeistof uit het display op uw handen krijgt, was ze dan grondig met water en zeep. Als u vloeistof uit het display in uw ogen krijgt, moet u uw ogen onmiddellijk uitspoelen met water. Raadpleeg onmiddellijk een arts als u ondanks grondig spoelen problemen krijgt met uw ogen of nog steeds ongemak ondervindt. xyxy=(1342,558,1565,666)
pictogram-cell xyxy=(1342,194,1565,260)
barcode-bar xyxy=(263,27,264,62)
instruction-cell: Ikke plasser eller lagre produktet utendørs, nært smuss eller støv, vann, varmekilder, eller på steder som er utsatt for støt, vibrasjoner, høy temperatur eller fuktighet. xyxy=(884,1182,1041,1277)
instruction-cell: Manipulez les cartouches d'encre usagées avec précaution, le port d'alimentation en encre pouvant être légèrement taché d'encre. En cas de contact de l'encre avec la peau, nettoyez énergiquement la région à l'eau et au savon. En cas de contact avec les yeux, rincez-les abondamment avec de l'eau. Si une gêne ou des problèmes de vision subsistent après un nettoyage approfondi, consultez immédiatement un médecin.En cas de contact de l'encre avec l'intérieur de votre bouche, recrachez immédiatement et consultez un médecin dans les plus brefs délais. xyxy=(1706,359,2056,450)
instruction-cell: Haal het netsnoer, de stekker, de printer, de scanner of de accessoires nooit uit elkaar en probeer deze onderdelen nooit zelf te wijzigen of te repareren, tenzij dit uitdrukkelijk staat beschreven in de handleiding van het apparaat. xyxy=(331,558,485,666)
title-text: Consignes de sécurité importantes xyxy=(433,50,687,70)
title-text xyxy=(994,111,1221,131)
no-disassemble-icon xyxy=(376,199,439,251)
